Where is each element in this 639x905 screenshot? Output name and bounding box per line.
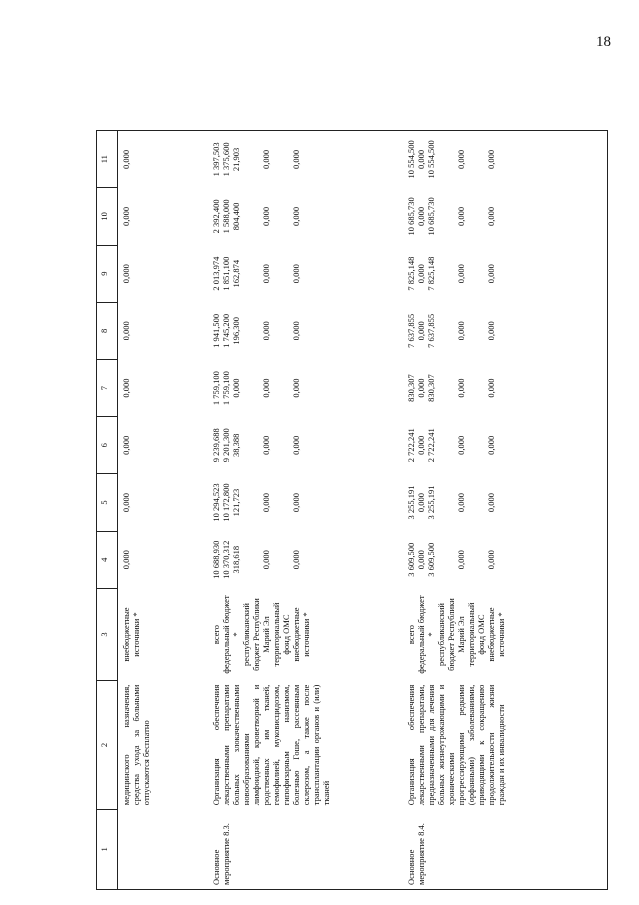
header-row bbox=[97, 131, 118, 890]
value: 0,000 bbox=[455, 206, 466, 226]
value-cell bbox=[208, 474, 403, 531]
value: 0,000 bbox=[260, 492, 271, 513]
measure-name-cell: Основное мероприятие 8.3. bbox=[208, 809, 403, 889]
rotated-table-container bbox=[96, 130, 636, 890]
value: 0,000 bbox=[455, 435, 466, 455]
column-header: 7 bbox=[97, 359, 118, 416]
value: 0,000 bbox=[290, 492, 301, 513]
value: 0,000 bbox=[455, 378, 466, 398]
value: 1 588,000 bbox=[220, 199, 231, 234]
value: 0,000 bbox=[260, 321, 271, 341]
value-cell: 0,000 bbox=[121, 435, 131, 455]
value-cell bbox=[403, 474, 608, 531]
value: 9 239,688 bbox=[210, 428, 221, 463]
funding-sources-cell bbox=[403, 588, 608, 680]
value: 804,400 bbox=[230, 202, 241, 231]
column-header: 10 bbox=[97, 188, 118, 245]
value-cell bbox=[403, 302, 608, 359]
value: 0,000 bbox=[415, 378, 426, 398]
value: 1 759,100 bbox=[210, 371, 221, 406]
value: 0,000 bbox=[485, 321, 496, 341]
value: 10 370,312 bbox=[220, 540, 231, 579]
value: 0,000 bbox=[415, 321, 426, 341]
value-cell: 0,000 bbox=[121, 550, 131, 570]
value: 3 609,500 bbox=[425, 542, 436, 577]
measure-name-cell bbox=[118, 809, 208, 889]
source-label: федеральный бюджет * bbox=[220, 595, 241, 674]
column-header: 11 bbox=[97, 131, 118, 188]
value-cell: 0,000 bbox=[118, 131, 208, 188]
value: 7 825,148 bbox=[425, 256, 436, 291]
column-header: 1 bbox=[97, 809, 118, 889]
value: 0,000 bbox=[260, 149, 271, 169]
value: 0,000 bbox=[455, 492, 466, 513]
value: 7 825,148 bbox=[405, 256, 416, 291]
value: 1 375,600 bbox=[220, 142, 231, 177]
value: 0,000 bbox=[260, 378, 271, 398]
value: 0,000 bbox=[455, 321, 466, 341]
value: 2 722,241 bbox=[425, 428, 436, 463]
value: 0,000 bbox=[485, 264, 496, 284]
table-row bbox=[118, 131, 208, 890]
value-cell bbox=[403, 417, 608, 474]
value: 10 554,500 bbox=[405, 140, 416, 179]
value: 7 637,855 bbox=[405, 313, 416, 348]
value: 0,000 bbox=[485, 435, 496, 455]
value: 318,618 bbox=[230, 545, 241, 574]
value: 0,000 bbox=[415, 492, 426, 513]
value: 9 201,300 bbox=[220, 428, 231, 463]
value: 0,000 bbox=[415, 149, 426, 169]
measure-name-cell: Основное мероприятие 8.4. bbox=[403, 809, 608, 889]
value: 1 941,500 bbox=[210, 313, 221, 348]
value: 10 294,523 bbox=[210, 483, 221, 522]
value-cell bbox=[208, 188, 403, 245]
table-row bbox=[208, 131, 403, 890]
value: 0,000 bbox=[485, 550, 496, 570]
value: 0,000 bbox=[290, 206, 301, 226]
column-header: 2 bbox=[97, 681, 118, 810]
value: 3 609,500 bbox=[405, 542, 416, 577]
value-cell: 0,000 bbox=[121, 321, 131, 341]
value: 0,000 bbox=[290, 149, 301, 169]
value: 0,000 bbox=[415, 264, 426, 284]
value: 1 759,100 bbox=[220, 371, 231, 406]
funding-source-cell: внебюджетные источники * bbox=[121, 607, 142, 662]
value: 0,000 bbox=[485, 149, 496, 169]
source-label: республиканский бюджет Республики Марий Эл bbox=[240, 598, 271, 671]
value: 0,000 bbox=[485, 206, 496, 226]
value-cell bbox=[208, 531, 403, 588]
value-cell bbox=[403, 131, 608, 188]
value: 10 554,500 bbox=[425, 140, 436, 179]
value-cell: 0,000 bbox=[121, 492, 131, 513]
column-header: 4 bbox=[97, 531, 118, 588]
source-label: внебюджетные источники * bbox=[290, 607, 311, 662]
value: 21,903 bbox=[230, 147, 241, 172]
value: 0,000 bbox=[260, 264, 271, 284]
column-header: 9 bbox=[97, 245, 118, 302]
value-cell: 0,000 bbox=[121, 264, 131, 284]
value: 0,000 bbox=[260, 435, 271, 455]
value: 10 685,730 bbox=[425, 197, 436, 236]
value: 0,000 bbox=[290, 378, 301, 398]
value: 2 013,974 bbox=[210, 256, 221, 291]
value: 0,000 bbox=[485, 492, 496, 513]
value: 830,307 bbox=[405, 374, 416, 402]
source-label: территориальный фонд ОМС bbox=[465, 602, 486, 667]
measure-description-cell: Организация обеспечения лекарственными препаратами, предназначенными для лечения больных жизнеугрожающими и хроническими прогрессирующими редкими (орфанными) заболеваниями, приводящими к сокращению продолжительности жизни граждан и их инвалидности bbox=[403, 681, 608, 810]
source-label: внебюджетные источники * bbox=[485, 607, 506, 662]
value: 10 685,730 bbox=[405, 197, 416, 236]
value: 2 722,241 bbox=[405, 428, 416, 463]
value: 0,000 bbox=[455, 149, 466, 169]
column-header: 8 bbox=[97, 302, 118, 359]
value: 10 688,930 bbox=[210, 540, 221, 579]
value: 162,874 bbox=[230, 259, 241, 288]
value: 0,000 bbox=[260, 550, 271, 570]
value-cell: 0,000 bbox=[121, 206, 131, 226]
value: 3 255,191 bbox=[425, 485, 436, 520]
source-label: территориальный фонд ОМС bbox=[270, 602, 291, 667]
value-cell bbox=[208, 131, 403, 188]
funding-table bbox=[96, 130, 608, 890]
page-number: 18 bbox=[596, 34, 611, 50]
value: 0,000 bbox=[415, 550, 426, 570]
value: 830,307 bbox=[425, 374, 436, 402]
value: 0,000 bbox=[230, 378, 241, 398]
value-cell bbox=[208, 245, 403, 302]
value: 0,000 bbox=[485, 378, 496, 398]
column-header: 6 bbox=[97, 417, 118, 474]
value: 3 255,191 bbox=[405, 485, 416, 520]
value: 0,000 bbox=[455, 264, 466, 284]
value-cell: 0,000 bbox=[121, 378, 131, 398]
value: 38,388 bbox=[230, 433, 241, 457]
value: 196,300 bbox=[230, 317, 241, 345]
value: 1 851,100 bbox=[220, 256, 231, 291]
value: 0,000 bbox=[455, 550, 466, 570]
value: 1 745,200 bbox=[220, 313, 231, 348]
value-cell bbox=[208, 359, 403, 416]
column-header: 5 bbox=[97, 474, 118, 531]
value: 121,723 bbox=[230, 488, 241, 517]
source-label: федеральный бюджет * bbox=[415, 595, 436, 674]
measure-description-cell: медицинского назначения, средства ухода за больными отпускаются бесплатно bbox=[121, 684, 152, 806]
column-header: 3 bbox=[97, 588, 118, 680]
value: 1 397,503 bbox=[210, 142, 221, 177]
value: 2 392,400 bbox=[210, 199, 221, 234]
value: 0,000 bbox=[290, 264, 301, 284]
measure-description-cell: Организация обеспечения лекарственными препаратами больных злокачественными новообразованиями лимфоидной, кроветворной и родственных им тканей, гемофилией, муковисцидозом, гипофизарным нанизмом, болезнью Гоше, рассеянным склерозом, а также после трансплантации органов и (или) тканей bbox=[210, 684, 331, 806]
value-cell bbox=[208, 417, 403, 474]
table-row bbox=[403, 131, 608, 890]
value: 0,000 bbox=[415, 206, 426, 226]
source-label: всего bbox=[210, 624, 221, 645]
value: 0,000 bbox=[290, 550, 301, 570]
value: 0,000 bbox=[290, 321, 301, 341]
value-cell bbox=[403, 188, 608, 245]
source-label: республиканский бюджет Республики Марий Эл bbox=[435, 598, 466, 671]
value: 7 637,855 bbox=[425, 313, 436, 348]
value-cell bbox=[403, 245, 608, 302]
value: 0,000 bbox=[260, 206, 271, 226]
source-label: всего bbox=[405, 624, 416, 645]
value: 0,000 bbox=[415, 435, 426, 455]
value: 10 172,800 bbox=[220, 483, 231, 522]
value-cell bbox=[403, 531, 608, 588]
value-cell bbox=[208, 302, 403, 359]
value-cell bbox=[403, 359, 608, 416]
value: 0,000 bbox=[290, 435, 301, 455]
funding-sources-cell bbox=[208, 588, 403, 680]
